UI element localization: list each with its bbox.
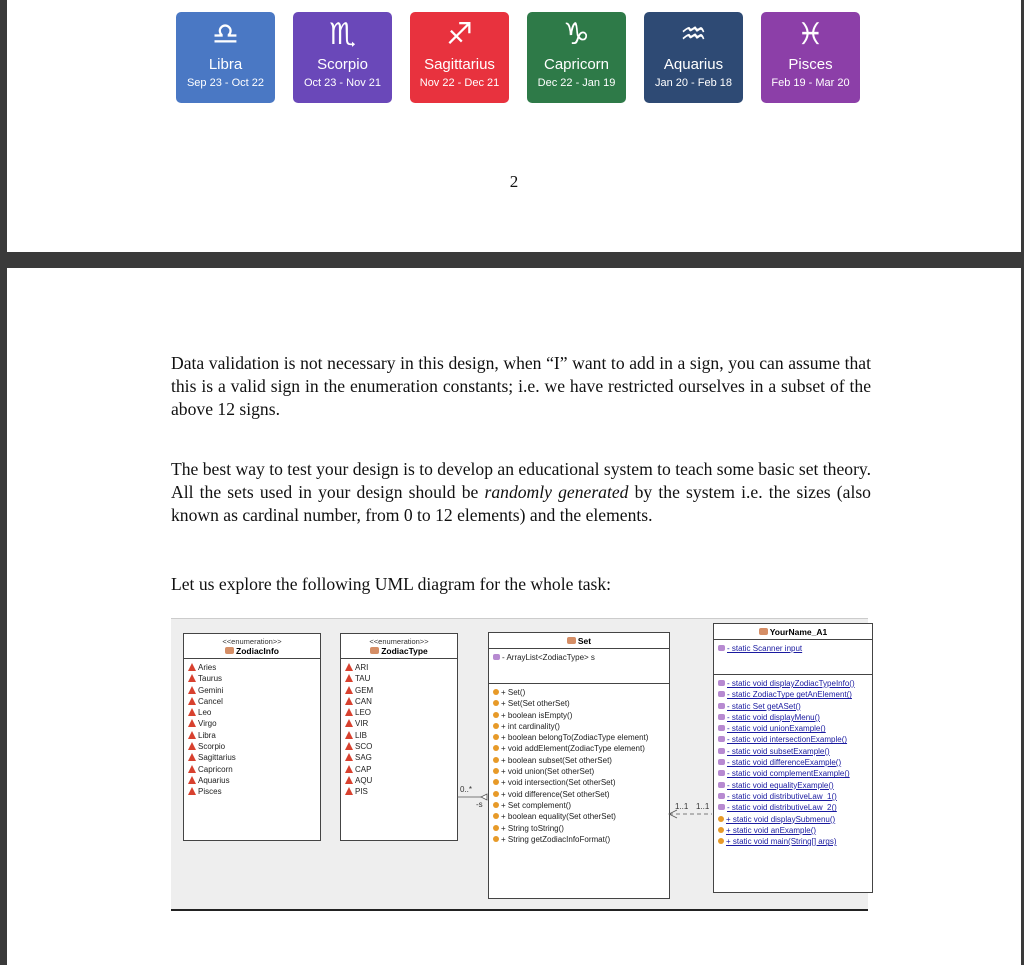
method-row: + Set complement() — [493, 800, 665, 811]
constant-icon — [345, 719, 353, 727]
enum-constant: LEO — [345, 707, 453, 718]
private-method-icon — [718, 770, 725, 776]
multiplicity-one-a: 1..1 — [675, 802, 689, 811]
private-method-icon — [718, 725, 725, 731]
uml-diagram — [171, 618, 868, 911]
private-method-icon — [718, 714, 725, 720]
method-row: - static ZodiacType getAnElement() — [718, 689, 868, 700]
method-row: + boolean subset(Set otherSet) — [493, 755, 665, 766]
method-row: - static void unionExample() — [718, 723, 868, 734]
enum-constant: Aquarius — [188, 775, 316, 786]
class-title: ZodiacType — [341, 646, 457, 656]
enum-constant: Sagittarius — [188, 752, 316, 763]
constant-icon — [345, 686, 353, 694]
class-header — [184, 634, 320, 659]
public-method-icon — [493, 745, 499, 751]
enum-constant: Aries — [188, 662, 316, 673]
class-methods — [489, 684, 669, 848]
class-attributes — [714, 640, 872, 675]
libra-icon: ♎ — [212, 17, 239, 52]
class-icon — [759, 628, 768, 635]
method-row: + String getZodiacInfoFormat() — [493, 834, 665, 845]
constant-icon — [345, 663, 353, 671]
public-method-icon — [493, 813, 499, 819]
method-row: + void addElement(ZodiacType element) — [493, 743, 665, 754]
public-method-icon — [718, 827, 724, 833]
private-field-icon — [718, 645, 725, 651]
enum-constant: SAG — [345, 752, 453, 763]
tile-range: Nov 22 - Dec 21 — [419, 77, 500, 89]
private-method-icon — [718, 691, 725, 697]
method-row: + void difference(Set otherSet) — [493, 789, 665, 800]
pisces-icon: ♓ — [797, 17, 824, 52]
enum-constant: Cancel — [188, 696, 316, 707]
enum-constant: Pisces — [188, 786, 316, 797]
class-zodiac-type — [340, 633, 458, 841]
tile-name: Libra — [208, 56, 243, 73]
constant-icon — [345, 765, 353, 773]
enum-constant: LIB — [345, 730, 453, 741]
class-header — [341, 634, 457, 659]
enum-icon — [370, 647, 379, 654]
method-row: - static void equalityExample() — [718, 780, 868, 791]
dependency-arrow — [669, 810, 677, 818]
method-row: - static void displayMenu() — [718, 712, 868, 723]
attribute-row: - static Scanner input — [718, 643, 868, 654]
constant-icon — [188, 765, 196, 773]
constant-icon — [345, 776, 353, 784]
assoc-label-s: -s — [476, 800, 483, 809]
constant-icon — [345, 697, 353, 705]
method-row: - static Set getASet() — [718, 701, 868, 712]
public-method-icon — [718, 838, 724, 844]
zodiac-tile-libra — [176, 12, 275, 103]
method-row: - static void displayZodiacTypeInfo() — [718, 678, 868, 689]
tile-range: Oct 23 - Nov 21 — [303, 77, 382, 89]
private-field-icon — [493, 654, 500, 660]
enum-constant: TAU — [345, 673, 453, 684]
class-header — [714, 624, 872, 640]
private-method-icon — [718, 804, 725, 810]
tile-range: Jan 20 - Feb 18 — [654, 77, 733, 89]
constant-icon — [188, 663, 196, 671]
public-method-icon — [493, 768, 499, 774]
private-method-icon — [718, 793, 725, 799]
method-row: - static void subsetExample() — [718, 746, 868, 757]
zodiac-tiles — [176, 12, 860, 103]
public-method-icon — [493, 802, 499, 808]
page-1 — [7, 0, 1021, 252]
enum-constant: CAP — [345, 764, 453, 775]
private-method-icon — [718, 736, 725, 742]
method-row: + void union(Set otherSet) — [493, 766, 665, 777]
method-row: + boolean isEmpty() — [493, 710, 665, 721]
zodiac-tile-sagittarius — [410, 12, 509, 103]
constant-icon — [188, 731, 196, 739]
constant-icon — [345, 674, 353, 682]
private-method-icon — [718, 703, 725, 709]
method-row: + Set(Set otherSet) — [493, 698, 665, 709]
paragraph-uml-intro: Let us explore the following UML diagram for the whole task: — [171, 574, 612, 594]
class-zodiac-info — [183, 633, 321, 841]
page-number: 2 — [509, 172, 519, 191]
enum-icon — [225, 647, 234, 654]
method-row: - static void distributiveLaw_1() — [718, 791, 868, 802]
tile-name: Sagittarius — [424, 56, 495, 73]
zodiac-tile-capricorn — [527, 12, 626, 103]
enum-constant: Taurus — [188, 673, 316, 684]
method-row: + static void anExample() — [718, 825, 868, 836]
constant-icon — [188, 742, 196, 750]
tile-range: Sep 23 - Oct 22 — [186, 77, 265, 89]
enum-constants — [184, 659, 320, 801]
class-header — [489, 633, 669, 649]
enum-constant: Virgo — [188, 718, 316, 729]
stereotype: <<enumeration>> — [369, 637, 429, 646]
zodiac-tile-pisces — [761, 12, 860, 103]
constant-icon — [188, 787, 196, 795]
method-row: + int cardinality() — [493, 721, 665, 732]
aquarius-icon: ♒ — [680, 17, 707, 52]
constant-icon — [188, 686, 196, 694]
enum-constants — [341, 659, 457, 801]
page-2 — [7, 268, 1021, 965]
public-method-icon — [493, 734, 499, 740]
public-method-icon — [493, 723, 499, 729]
private-method-icon — [718, 759, 725, 765]
class-main — [713, 623, 873, 893]
constant-icon — [188, 708, 196, 716]
constant-icon — [345, 742, 353, 750]
enum-constant: Libra — [188, 730, 316, 741]
enum-constant: Scorpio — [188, 741, 316, 752]
method-row: + boolean equality(Set otherSet) — [493, 811, 665, 822]
constant-icon — [345, 787, 353, 795]
class-title: YourName_A1 — [714, 627, 872, 637]
class-title: Set — [489, 636, 669, 646]
tile-name: Scorpio — [317, 56, 368, 73]
tile-name: Aquarius — [663, 56, 724, 73]
public-method-icon — [493, 825, 499, 831]
emphasis-randomly-generated: randomly generated — [484, 482, 629, 502]
zodiac-tile-aquarius — [644, 12, 743, 103]
enum-constant: Leo — [188, 707, 316, 718]
private-method-icon — [718, 748, 725, 754]
public-method-icon — [493, 836, 499, 842]
constant-icon — [188, 674, 196, 682]
constant-icon — [188, 719, 196, 727]
multiplicity-zero-many: 0..* — [460, 785, 473, 794]
method-row: + Set() — [493, 687, 665, 698]
tile-name: Capricorn — [543, 56, 610, 73]
class-set — [488, 632, 670, 899]
enum-constant: GEM — [345, 685, 453, 696]
public-method-icon — [493, 700, 499, 706]
public-method-icon — [493, 791, 499, 797]
tile-range: Feb 19 - Mar 20 — [771, 77, 850, 89]
method-row: + void intersection(Set otherSet) — [493, 777, 665, 788]
public-method-icon — [493, 689, 499, 695]
method-row: - static void differenceExample() — [718, 757, 868, 768]
multiplicity-one-b: 1..1 — [696, 802, 710, 811]
paragraph-validation: Data validation is not necessary in this design, when “I” want to add in a sign, you can assume that this is a valid sign in the enumeration constants; i.e. we have restricted ourselves in a subset of the above 12 signs. — [171, 353, 871, 419]
attribute-row: - ArrayList<ZodiacType> s — [493, 652, 665, 663]
private-method-icon — [718, 782, 725, 788]
scorpio-icon: ♏ — [329, 17, 356, 52]
enum-constant: Gemini — [188, 685, 316, 696]
public-method-icon — [493, 757, 499, 763]
sagittarius-icon: ♐ — [446, 17, 473, 52]
class-methods — [714, 675, 872, 850]
method-row: - static void distributiveLaw_2() — [718, 802, 868, 813]
method-row: + String toString() — [493, 823, 665, 834]
enum-constant: VIR — [345, 718, 453, 729]
constant-icon — [188, 753, 196, 761]
capricorn-icon: ♑ — [563, 17, 590, 52]
enum-constant: Capricorn — [188, 764, 316, 775]
method-row: - static void intersectionExample() — [718, 734, 868, 745]
constant-icon — [345, 708, 353, 716]
enum-constant: PIS — [345, 786, 453, 797]
method-row: + static void main(String[] args) — [718, 836, 868, 847]
enum-constant: SCO — [345, 741, 453, 752]
tile-name: Pisces — [788, 56, 833, 73]
enum-constant: ARI — [345, 662, 453, 673]
constant-icon — [188, 776, 196, 784]
method-row: + static void displaySubmenu() — [718, 814, 868, 825]
class-icon — [567, 637, 576, 644]
method-row: - static void complementExample() — [718, 768, 868, 779]
enum-constant: CAN — [345, 696, 453, 707]
paragraph-testing: The best way to test your design is to develop an educational system to teach some basic set theory. All the sets used in your design should be randomly generated by the system i.e. the sizes (also known as cardinal number, from 0 to 12 elements) and the elements. — [171, 459, 871, 525]
private-method-icon — [718, 680, 725, 686]
class-attributes — [489, 649, 669, 684]
tile-range: Dec 22 - Jan 19 — [537, 77, 616, 89]
public-method-icon — [493, 779, 499, 785]
enum-constant: AQU — [345, 775, 453, 786]
class-title: ZodiacInfo — [184, 646, 320, 656]
public-method-icon — [718, 816, 724, 822]
constant-icon — [188, 697, 196, 705]
method-row: + boolean belongTo(ZodiacType element) — [493, 732, 665, 743]
zodiac-tile-scorpio — [293, 12, 392, 103]
constant-icon — [345, 731, 353, 739]
constant-icon — [345, 753, 353, 761]
stereotype: <<enumeration>> — [222, 637, 282, 646]
public-method-icon — [493, 712, 499, 718]
